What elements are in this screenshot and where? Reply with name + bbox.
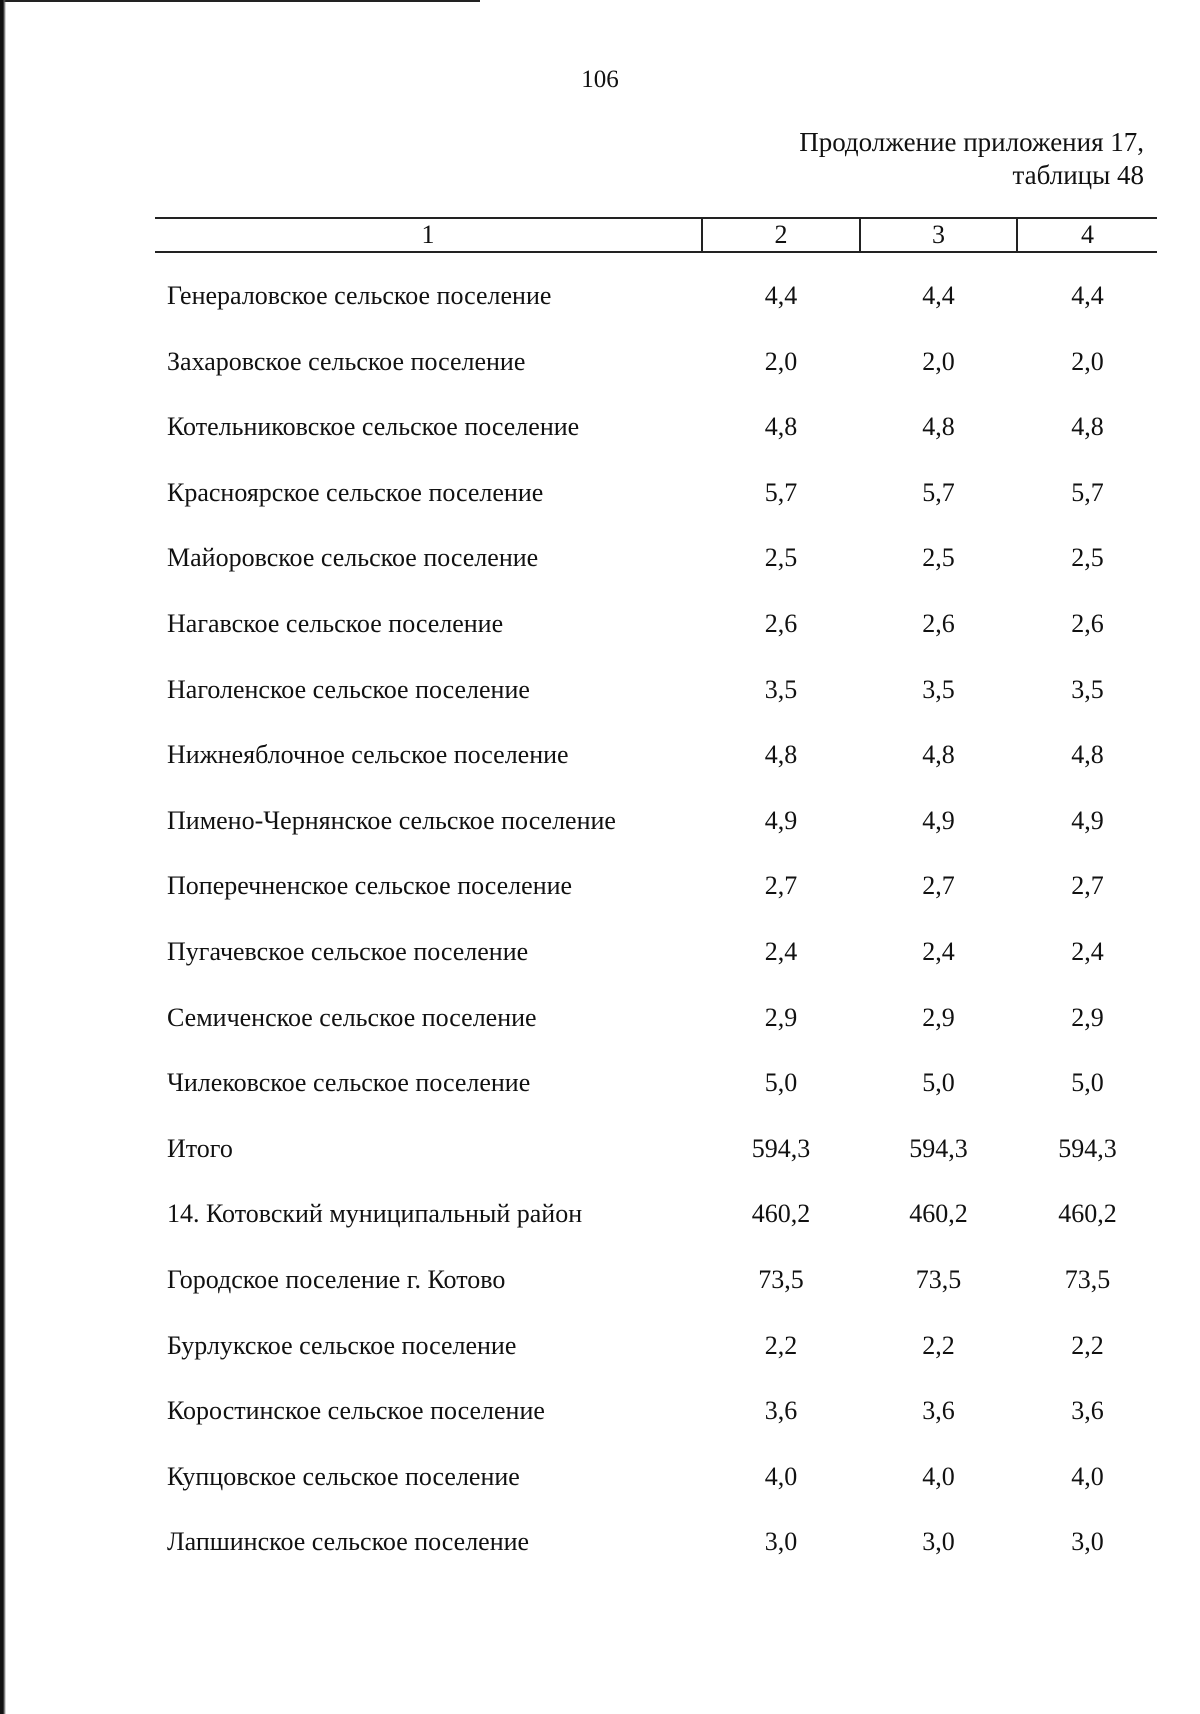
- row-value-col4: 73,5: [1064, 1264, 1111, 1294]
- row-value-col2: 4,8: [764, 412, 798, 442]
- column-header-4: 4: [1081, 220, 1094, 249]
- row-value-col3: 73,5: [915, 1264, 962, 1294]
- row-value-col4: 2,4: [1071, 936, 1104, 966]
- page-number: 106: [581, 66, 619, 93]
- table-row: [0, 460, 1200, 526]
- row-value-col2: 73,5: [758, 1264, 804, 1294]
- row-value-col2: 460,2: [751, 1199, 811, 1229]
- table-row: [0, 1181, 1200, 1247]
- table-row: [0, 788, 1200, 854]
- column-header-3: 3: [932, 220, 945, 249]
- table-row: [0, 919, 1200, 985]
- table-row: [0, 1378, 1200, 1444]
- row-value-col4: 4,0: [1071, 1461, 1104, 1491]
- table-row: [0, 657, 1200, 723]
- row-value-col3: 2,2: [922, 1330, 955, 1360]
- table-row: [0, 1116, 1200, 1182]
- row-value-col3: 594,3: [909, 1133, 968, 1163]
- row-value-col2: 5,0: [764, 1068, 798, 1098]
- row-name-cell: Котельниковское сельское поселение: [167, 412, 580, 442]
- row-value-col3: 4,9: [922, 805, 955, 835]
- table-row: [0, 591, 1200, 657]
- table-row: [0, 1444, 1200, 1510]
- row-value-col3: 2,7: [922, 871, 955, 901]
- row-value-col3: 3,6: [922, 1396, 955, 1426]
- row-value-col4: 5,7: [1071, 477, 1104, 507]
- row-value-col2: 2,5: [764, 543, 798, 573]
- row-value-col2: 2,9: [764, 1002, 798, 1032]
- row-name-cell: Семиченское сельское поселение: [167, 1002, 537, 1032]
- row-value-col2: 4,8: [764, 740, 798, 770]
- table-row: [0, 985, 1200, 1051]
- row-name-cell: Городское поселение г. Котово: [167, 1264, 506, 1294]
- row-name-cell: Купцовское сельское поселение: [167, 1461, 520, 1491]
- row-value-col3: 5,7: [922, 477, 955, 507]
- row-name-cell: Лапшинское сельское поселение: [167, 1527, 530, 1557]
- row-name-cell: Нижнеяблочное сельское поселение: [167, 740, 569, 770]
- row-value-col2: 4,4: [764, 281, 798, 310]
- row-name-cell: Пимено-Чернянское сельское поселение: [167, 805, 616, 835]
- row-value-col2: 2,4: [764, 936, 798, 966]
- row-value-col3: 3,5: [922, 674, 955, 704]
- row-value-col2: 3,6: [764, 1396, 798, 1426]
- row-value-col4: 2,9: [1071, 1002, 1104, 1032]
- row-value-col3: 2,0: [922, 346, 955, 376]
- row-value-col2: 2,0: [764, 346, 798, 376]
- row-name-cell: Генераловское сельское поселение: [167, 281, 552, 310]
- scan-top-edge-line: [0, 0, 480, 2]
- row-name-cell: Захаровское сельское поселение: [167, 346, 526, 376]
- table-row: [0, 1313, 1200, 1379]
- table-body: [0, 263, 1200, 1575]
- table-row: [0, 329, 1200, 395]
- row-value-col2: 2,6: [764, 608, 798, 638]
- table-row: [0, 1509, 1200, 1575]
- row-value-col3: 4,4: [922, 281, 955, 310]
- row-value-col3: 2,6: [922, 608, 955, 638]
- row-value-col4: 460,2: [1058, 1199, 1117, 1229]
- row-name-cell: Красноярское сельское поселение: [167, 477, 544, 507]
- row-value-col2: 5,7: [764, 477, 798, 507]
- row-name-cell: Чилековское сельское поселение: [167, 1068, 531, 1098]
- row-value-col4: 2,6: [1071, 608, 1104, 638]
- row-name-cell: Коростинское сельское поселение: [167, 1396, 545, 1426]
- row-name-cell: 14. Котовский муниципальный район: [167, 1199, 583, 1229]
- row-value-col2: 2,2: [764, 1330, 798, 1360]
- column-header-2: 2: [774, 220, 788, 249]
- table-row: [0, 1050, 1200, 1116]
- continuation-caption: [624, 126, 1144, 192]
- row-value-col4: 4,4: [1071, 281, 1104, 310]
- row-name-cell: Нагавское сельское поселение: [167, 608, 504, 638]
- table-row: [0, 853, 1200, 919]
- row-value-col4: 594,3: [1058, 1133, 1117, 1163]
- row-value-col2: 4,0: [764, 1461, 798, 1491]
- row-value-col4: 4,8: [1071, 740, 1104, 770]
- row-value-col4: 2,2: [1071, 1330, 1104, 1360]
- row-value-col3: 4,8: [922, 740, 955, 770]
- row-value-col4: 3,5: [1071, 674, 1104, 704]
- row-value-col4: 2,5: [1071, 543, 1104, 573]
- row-name-cell: Бурлукское сельское поселение: [167, 1330, 517, 1360]
- row-value-col3: 4,0: [922, 1461, 955, 1491]
- table-row: [0, 263, 1200, 329]
- row-value-col4: 4,8: [1071, 412, 1104, 442]
- continuation-line-1: Продолжение приложения 17,: [799, 127, 1144, 157]
- row-value-col3: 460,2: [909, 1199, 968, 1229]
- row-name-cell: Поперечненское сельское поселение: [167, 871, 573, 901]
- row-value-col4: 3,6: [1071, 1396, 1104, 1426]
- row-value-col4: 2,0: [1071, 346, 1104, 376]
- row-name-cell: Итого: [167, 1133, 233, 1163]
- row-value-col4: 4,9: [1071, 805, 1104, 835]
- table-row: [0, 1247, 1200, 1313]
- row-value-col3: 3,0: [922, 1527, 955, 1557]
- row-name-cell: Пугачевское сельское поселение: [167, 936, 529, 966]
- table-row: [0, 525, 1200, 591]
- row-value-col2: 4,9: [764, 805, 798, 835]
- row-value-col3: 2,4: [922, 936, 955, 966]
- column-header-1: 1: [421, 220, 435, 249]
- table-row: [0, 394, 1200, 460]
- row-value-col3: 2,5: [922, 543, 955, 573]
- table-row: [0, 722, 1200, 788]
- row-value-col2: 3,5: [764, 674, 798, 704]
- row-value-col2: 594,3: [751, 1133, 811, 1163]
- row-value-col4: 3,0: [1071, 1527, 1104, 1557]
- row-value-col4: 5,0: [1071, 1068, 1104, 1098]
- continuation-line-2: таблицы 48: [1012, 160, 1144, 190]
- row-value-col3: 4,8: [922, 412, 955, 442]
- row-name-cell: Майоровское сельское поселение: [167, 543, 539, 573]
- row-value-col2: 2,7: [764, 871, 798, 901]
- table-header-bottom-rule: [155, 251, 1157, 253]
- row-name-cell: Наголенское сельское поселение: [167, 674, 530, 704]
- row-value-col4: 2,7: [1071, 871, 1104, 901]
- row-value-col3: 2,9: [922, 1002, 955, 1032]
- row-value-col3: 5,0: [922, 1068, 955, 1098]
- row-value-col2: 3,0: [764, 1527, 798, 1557]
